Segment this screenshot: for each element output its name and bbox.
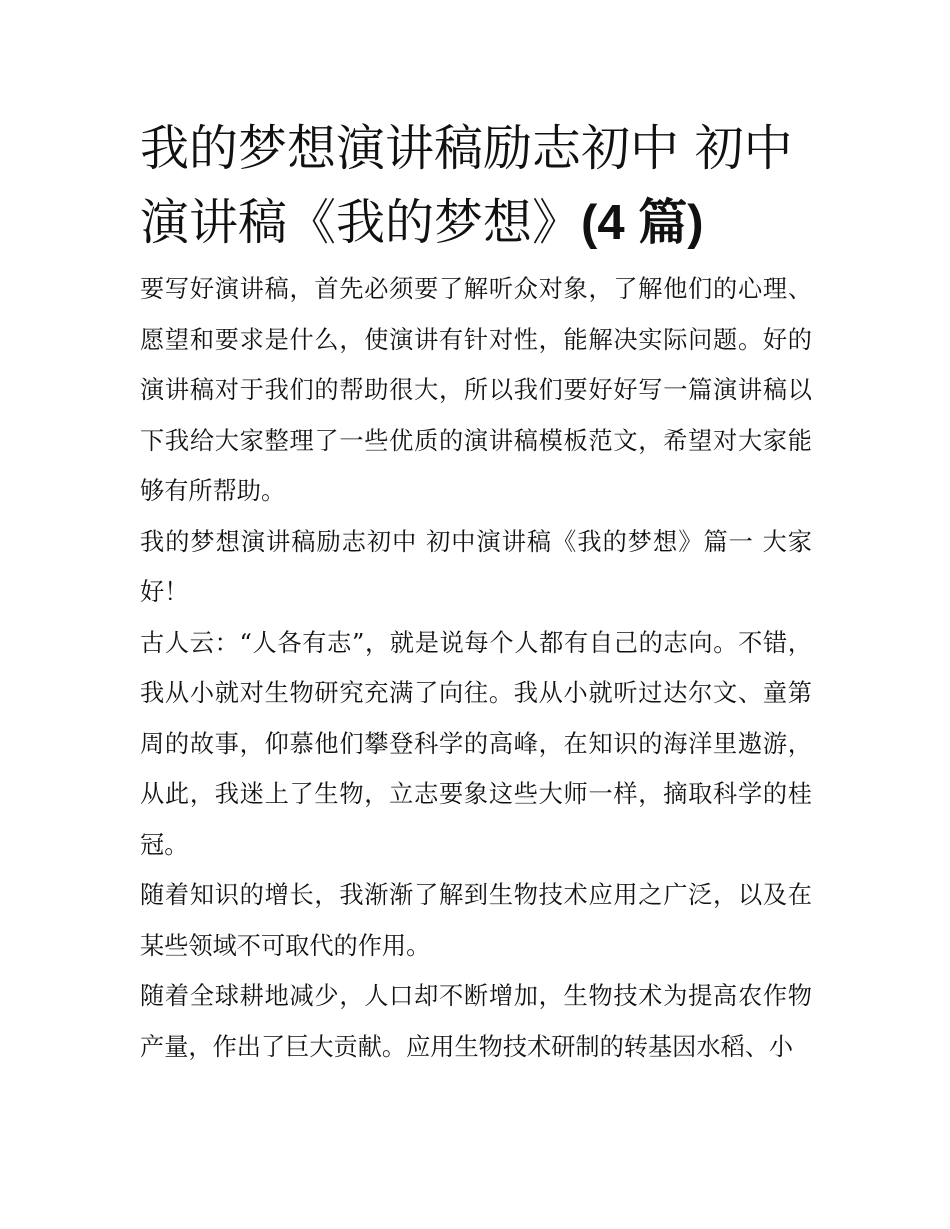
body-paragraph: 古人云：“人各有志”，就是说每个人都有自己的志向。不错，我从小就对生物研究充满了向往。我从小就听过达尔文、童第周的故事，仰慕他们攀登科学的高峰，在知识的海洋里遨游，从此，我迷上了生物，立志要象这些大师一样，摘取科学的桂冠。	[140, 628, 812, 859]
title-text: 我的梦想演讲稿励志初中 初中演讲稿《我的梦想》	[140, 120, 793, 251]
section-heading-paragraph: 我的梦想演讲稿励志初中 初中演讲稿《我的梦想》篇一 大家好！	[140, 527, 812, 606]
body-paragraph: 随着全球耕地减少，人口却不断增加，生物技术为提高农作物产量，作出了巨大贡献。应用生物技术研制的转基因水稻、小	[140, 982, 812, 1061]
body-paragraph: 随着知识的增长，我渐渐了解到生物技术应用之广泛，以及在某些领域不可取代的作用。	[140, 881, 812, 960]
title-count: (4 篇)	[581, 196, 704, 250]
intro-paragraph: 要写好演讲稿，首先必须要了解听众对象，了解他们的心理、愿望和要求是什么，使演讲有针对性，能解决实际问题。好的演讲稿对于我们的帮助很大，所以我们要好好写一篇演讲稿以下我给大家整理了一些优质的演讲稿模板范文，希望对大家能够有所帮助。	[140, 275, 812, 505]
document-title	[140, 112, 812, 260]
document-page	[140, 112, 812, 1072]
